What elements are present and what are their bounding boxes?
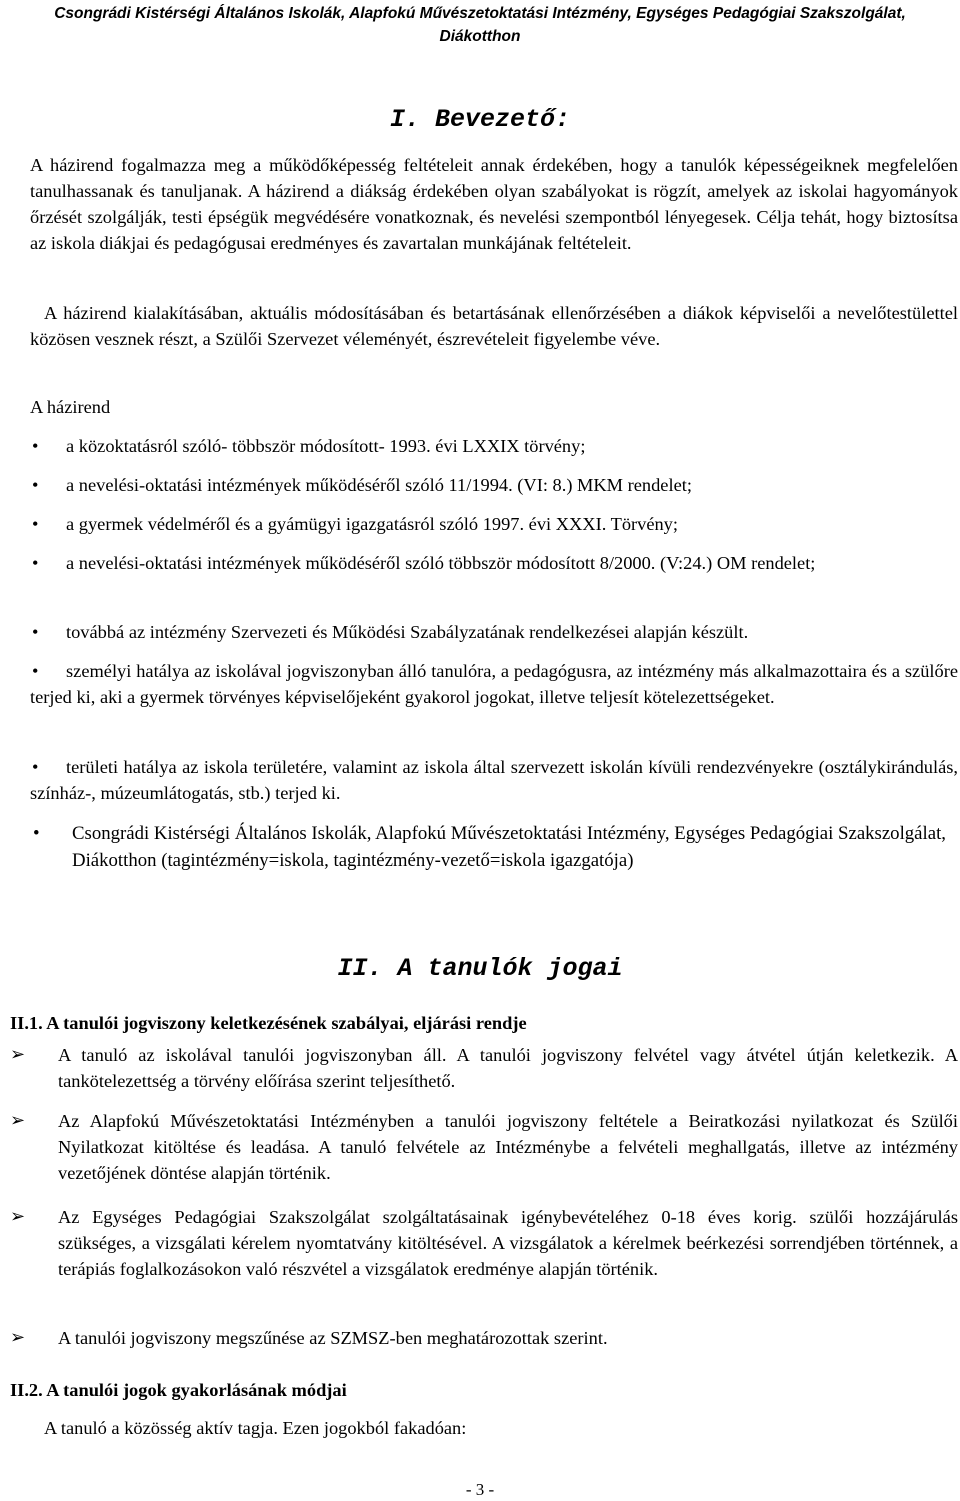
bullet-item	[30, 619, 958, 645]
bullet-text: a közoktatásról szóló- többször módosított- 1993. évi LXXIX törvény;	[66, 436, 586, 456]
bullet-icon: •	[32, 622, 39, 642]
page-number: - 3 -	[465, 1480, 495, 1499]
bullet-item	[30, 433, 958, 459]
arrow-list-item	[10, 1042, 958, 1094]
arrow-bullet-icon: ➢	[10, 1110, 26, 1131]
bullet-text: személyi hatálya az iskolával jogviszonyban álló tanulóra, a pedagógusra, az intézmény más alkalmazottaira és a szülőre terjed ki, aki a gyermek törvényes képviselőjeként gyakorol jogokat, illetve teljesít kötelezettségeket.	[30, 661, 958, 707]
arrow-list-text: A tanulói jogviszony megszűnése az SZMSZ-ben meghatározottak szerint.	[58, 1328, 608, 1348]
bullet-item	[30, 550, 958, 576]
bullet-item	[30, 754, 958, 806]
subsection-2-2-text: A tanuló a közösség aktív tagja. Ezen jogokból fakadóan:	[44, 1418, 467, 1438]
arrow-list-item	[10, 1204, 958, 1282]
arrow-list-item	[10, 1325, 958, 1351]
bullet-text: a nevelési-oktatási intézmények működéséről szóló 11/1994. (VI: 8.) MKM rendelet;	[66, 475, 692, 495]
subsection-2-1-title: II.1. A tanulói jogviszony keletkezésének szabályai, eljárási rendje	[10, 1013, 527, 1033]
header-line-2: Diákotthon	[439, 28, 521, 45]
bullet-text: a gyermek védelméről és a gyámügyi igazgatásról szóló 1997. évi XXXI. Törvény;	[66, 514, 678, 534]
page-header	[0, 2, 960, 48]
bullet-item	[30, 511, 958, 537]
bullet-icon: •	[32, 475, 39, 495]
arrow-list-text: Az Alapfokú Művészetoktatási Intézményben a tanulói jogviszony feltétele a Beiratkozási nyilatkozat és Szülői Nyilatkozat kitöltése és leadása. A tanuló felvétele az Intézménybe a felvételi meghallgatás, illetve az intézmény vezetőjének döntése alapján történik.	[58, 1111, 958, 1183]
bullet-icon: •	[32, 553, 39, 573]
arrow-bullet-icon: ➢	[10, 1206, 26, 1227]
intro-paragraph-2: A házirend kialakításában, aktuális módosításában és betartásának ellenőrzésében a diákok képviselői a nevelőtestülettel közösen vesznek részt, a Szülői Szervezet véleményét, észrevételeit figyelembe véve.	[30, 303, 958, 349]
section-1-title: I. Bevezető:	[389, 105, 571, 134]
arrow-list-text: Az Egységes Pedagógiai Szakszolgálat szolgáltatásainak igénybevételéhez 0-18 éves korig. szülői hozzájárulás szükséges, a vizsgálati kérelem nyomtatvány kitöltésével. A vizsgálatok a kérelmek beérkezési sorrendjében történnek, a terápiás foglalkozásokon való részvétel a vizsgálatok eredménye alapján történik.	[58, 1207, 958, 1279]
bullet-item	[30, 472, 958, 498]
intro-paragraph-1: A házirend fogalmazza meg a működőképesség feltételeit annak érdekében, hogy a tanulók képességeiknek megfelelően tanulhassanak és tanuljanak. A házirend a diákság érdekében olyan szabályokat is rögzít, amelyek az iskolai hagyományok őrzését szolgálják, testi épségük megvédésére vonatkoznak, és nevelési szempontból lényegesek. Célja tehát, hogy biztosítsa az iskola diákjai és pedagógusai eredményes és zavartalan munkájának feltételeit.	[30, 155, 958, 253]
bullet-text: továbbá az intézmény Szervezeti és Működési Szabályzatának rendelkezései alapján készült.	[66, 622, 749, 642]
bullet-item	[30, 820, 958, 874]
header-line-1: Csongrádi Kistérségi Általános Iskolák, Alapfokú Művészetoktatási Intézmény, Egységes Pedagógiai Szakszolgálat,	[54, 5, 906, 22]
bullet-icon: •	[32, 514, 39, 534]
arrow-bullet-icon: ➢	[10, 1327, 26, 1348]
arrow-list-text: A tanuló az iskolával tanulói jogviszonyban áll. A tanulói jogviszony felvétel vagy átvétel útján keletkezik. A tankötelezettség a törvény előírása szerint teljesíthető.	[58, 1045, 958, 1091]
arrow-bullet-icon: ➢	[10, 1044, 26, 1065]
bullet-icon: •	[33, 823, 40, 844]
bullet-item	[30, 658, 958, 710]
bullet-text: Csongrádi Kistérségi Általános Iskolák, Alapfokú Művészetoktatási Intézmény, Egységes Pedagógiai Szakszolgálat, Diákotthon (tagintézmény=iskola, tagintézmény-vezető=iskola igazgatója)	[72, 823, 946, 871]
bullet-icon: •	[32, 757, 39, 777]
bullet-text: területi hatálya az iskola területére, valamint az iskola által szervezett iskolán kívüli rendezvényekre (osztálykirándulás, színház-, múzeumlátogatás, stb.) terjed ki.	[30, 757, 958, 803]
section-2-title: II. A tanulók jogai	[337, 954, 623, 983]
bullet-icon: •	[32, 661, 39, 681]
bullet-icon: •	[32, 436, 39, 456]
intro-paragraph-3: A házirend	[30, 397, 111, 417]
subsection-2-2-title: II.2. A tanulói jogok gyakorlásának módjai	[10, 1380, 347, 1400]
arrow-list-item	[10, 1108, 958, 1186]
bullet-text: a nevelési-oktatási intézmények működéséről szóló többször módosított 8/2000. (V:24.) OM rendelet;	[66, 553, 816, 573]
